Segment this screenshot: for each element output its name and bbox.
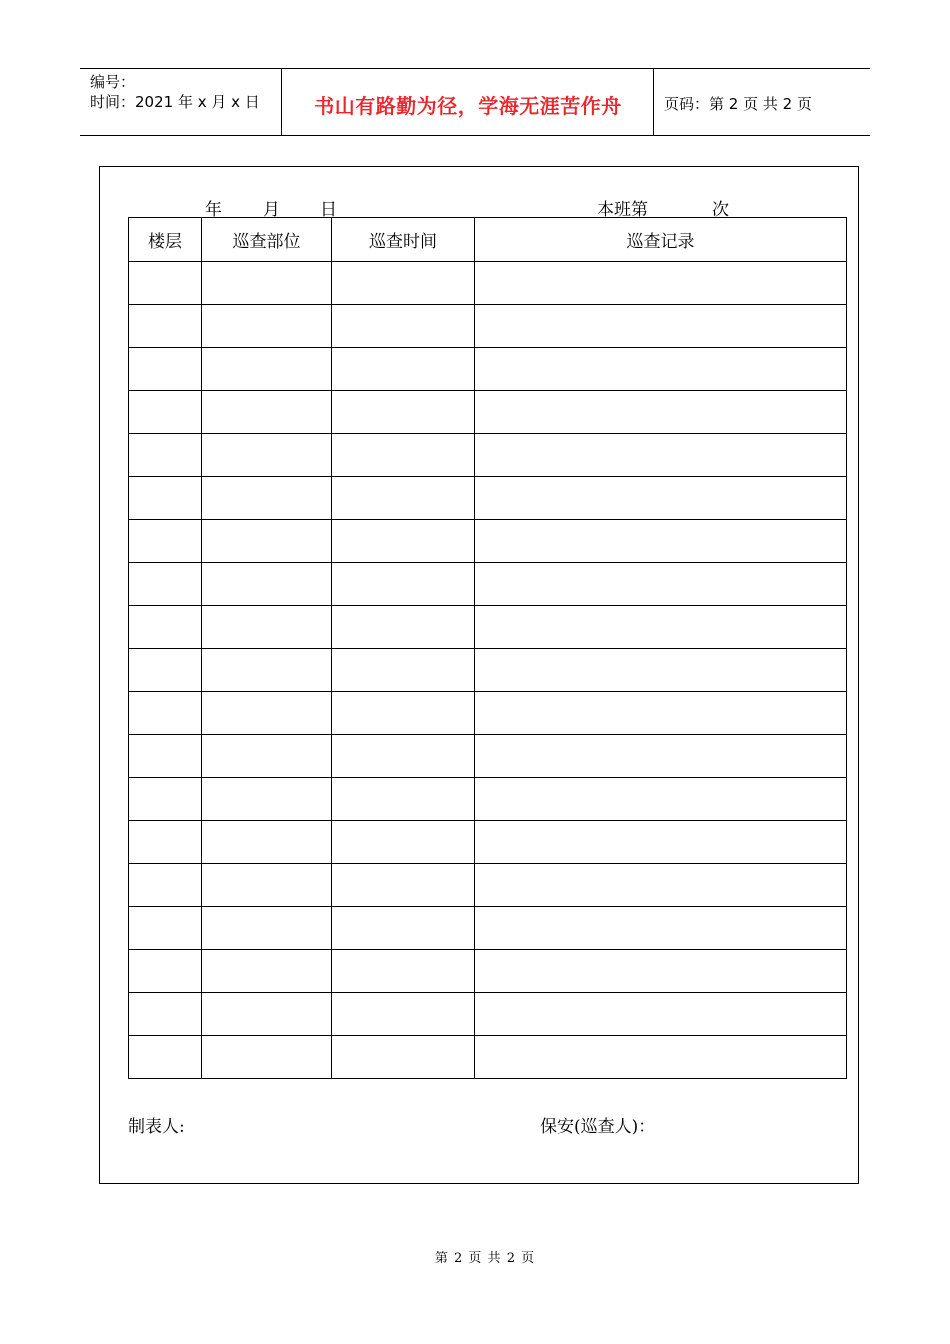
cell-time[interactable] [332, 434, 475, 477]
table-row [129, 778, 847, 821]
header-page-info: 页码：第 2 页 共 2 页 [664, 95, 812, 113]
cell-floor[interactable] [129, 434, 202, 477]
cell-record[interactable] [475, 950, 847, 993]
column-header-location: 巡查部位 [202, 218, 332, 262]
cell-time[interactable] [332, 563, 475, 606]
cell-time[interactable] [332, 1036, 475, 1079]
table-row [129, 735, 847, 778]
cell-time[interactable] [332, 520, 475, 563]
cell-record[interactable] [475, 520, 847, 563]
cell-time[interactable] [332, 692, 475, 735]
table-row [129, 606, 847, 649]
table-row [129, 563, 847, 606]
cell-time[interactable] [332, 649, 475, 692]
cell-time[interactable] [332, 606, 475, 649]
table-row [129, 950, 847, 993]
table-row [129, 391, 847, 434]
cell-floor[interactable] [129, 348, 202, 391]
cell-location[interactable] [202, 348, 332, 391]
cell-record[interactable] [475, 907, 847, 950]
cell-location[interactable] [202, 907, 332, 950]
table-row [129, 1036, 847, 1079]
cell-location[interactable] [202, 434, 332, 477]
column-header-time: 巡查时间 [332, 218, 475, 262]
cell-location[interactable] [202, 649, 332, 692]
cell-time[interactable] [332, 477, 475, 520]
cell-location[interactable] [202, 735, 332, 778]
cell-record[interactable] [475, 778, 847, 821]
cell-floor[interactable] [129, 1036, 202, 1079]
cell-time[interactable] [332, 821, 475, 864]
cell-floor[interactable] [129, 864, 202, 907]
cell-time[interactable] [332, 864, 475, 907]
cell-floor[interactable] [129, 520, 202, 563]
table-body [129, 262, 847, 1079]
cell-record[interactable] [475, 305, 847, 348]
cell-floor[interactable] [129, 907, 202, 950]
table-row [129, 262, 847, 305]
header-divider-right [653, 68, 654, 136]
cell-time[interactable] [332, 348, 475, 391]
shift-label: 本班第 [597, 200, 648, 220]
cell-location[interactable] [202, 520, 332, 563]
cell-floor[interactable] [129, 563, 202, 606]
table-row [129, 993, 847, 1036]
table-row [129, 907, 847, 950]
header-time-label: 时间：2021 年 x 月 x 日 [90, 93, 260, 111]
header-divider-left [281, 68, 282, 136]
table-row [129, 434, 847, 477]
table-row [129, 477, 847, 520]
cell-floor[interactable] [129, 821, 202, 864]
cell-floor[interactable] [129, 477, 202, 520]
cell-floor[interactable] [129, 993, 202, 1036]
cell-record[interactable] [475, 391, 847, 434]
cell-floor[interactable] [129, 692, 202, 735]
date-year-label: 年 [205, 200, 222, 220]
cell-location[interactable] [202, 821, 332, 864]
cell-location[interactable] [202, 477, 332, 520]
table-row [129, 520, 847, 563]
cell-record[interactable] [475, 606, 847, 649]
cell-record[interactable] [475, 735, 847, 778]
table-row [129, 348, 847, 391]
header-number-label: 编号： [90, 73, 136, 91]
cell-location[interactable] [202, 993, 332, 1036]
cell-location[interactable] [202, 778, 332, 821]
header-bottom-rule [80, 135, 870, 136]
cell-record[interactable] [475, 649, 847, 692]
table-row [129, 305, 847, 348]
column-header-record: 巡查记录 [475, 218, 847, 262]
date-month-label: 月 [263, 200, 280, 220]
cell-time[interactable] [332, 907, 475, 950]
cell-floor[interactable] [129, 735, 202, 778]
cell-location[interactable] [202, 950, 332, 993]
cell-floor[interactable] [129, 305, 202, 348]
maker-label: 制表人: [128, 1117, 185, 1137]
cell-location[interactable] [202, 1036, 332, 1079]
cell-floor[interactable] [129, 606, 202, 649]
cell-location[interactable] [202, 606, 332, 649]
cell-floor[interactable] [129, 950, 202, 993]
table-header-row [129, 218, 847, 262]
cell-time[interactable] [332, 950, 475, 993]
cell-record[interactable] [475, 348, 847, 391]
cell-time[interactable] [332, 993, 475, 1036]
cell-location[interactable] [202, 305, 332, 348]
cell-location[interactable] [202, 864, 332, 907]
header-meta [90, 72, 260, 112]
cell-time[interactable] [332, 778, 475, 821]
cell-time[interactable] [332, 391, 475, 434]
table-row [129, 821, 847, 864]
cell-floor[interactable] [129, 649, 202, 692]
column-header-floor: 楼层 [129, 218, 202, 262]
cell-record[interactable] [475, 563, 847, 606]
cell-record[interactable] [475, 692, 847, 735]
guard-label: 保安(巡查人)： [540, 1117, 656, 1137]
cell-location[interactable] [202, 692, 332, 735]
shift-unit-label: 次 [712, 200, 729, 220]
cell-time[interactable] [332, 305, 475, 348]
cell-record[interactable] [475, 434, 847, 477]
table-row [129, 649, 847, 692]
cell-floor[interactable] [129, 262, 202, 305]
date-day-label: 日 [320, 200, 337, 220]
header-motto: 书山有路勤为径，学海无涯苦作舟 [314, 94, 622, 118]
cell-record[interactable] [475, 864, 847, 907]
cell-time[interactable] [332, 735, 475, 778]
cell-time[interactable] [332, 262, 475, 305]
footer-page-number: 第 2 页 共 2 页 [434, 1251, 536, 1266]
cell-record[interactable] [475, 477, 847, 520]
cell-floor[interactable] [129, 778, 202, 821]
cell-record[interactable] [475, 993, 847, 1036]
patrol-log-table [128, 217, 847, 1079]
header-top-rule [80, 68, 870, 69]
cell-floor[interactable] [129, 391, 202, 434]
cell-location[interactable] [202, 391, 332, 434]
table-row [129, 864, 847, 907]
cell-location[interactable] [202, 262, 332, 305]
cell-record[interactable] [475, 1036, 847, 1079]
cell-record[interactable] [475, 821, 847, 864]
cell-record[interactable] [475, 262, 847, 305]
table-row [129, 692, 847, 735]
cell-location[interactable] [202, 563, 332, 606]
